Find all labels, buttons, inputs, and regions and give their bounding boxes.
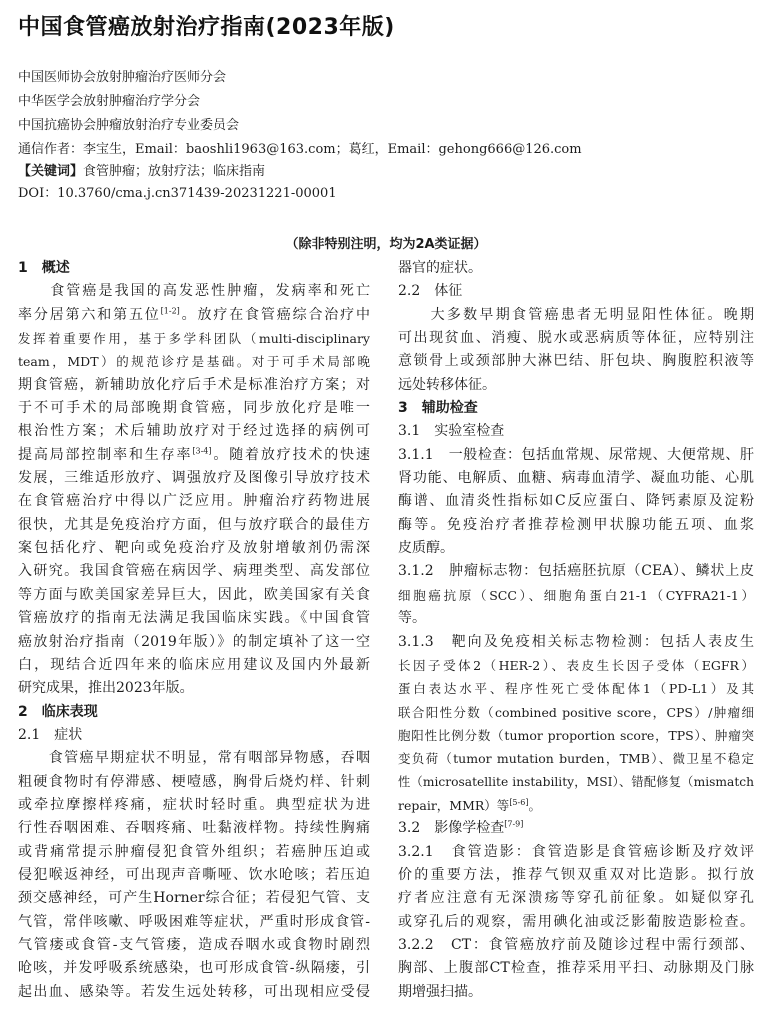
left-column xyxy=(18,257,370,1004)
section-heading: 1 概述 xyxy=(18,260,70,276)
paragraph-line: 侵犯喉返神经，可出现声音嘶哑、饮水呛咳；若压迫 xyxy=(18,866,370,883)
right-column xyxy=(398,257,754,1004)
paragraph-line xyxy=(18,304,370,327)
author-org-2: 中华医学会放射肿瘤治疗学分会 xyxy=(18,94,201,109)
paragraph-line: 等。 xyxy=(398,610,426,627)
paragraph-line xyxy=(398,794,754,817)
paragraph-line: 变负荷（tumor mutation burden，TMB）、微卫星不稳定 xyxy=(398,751,754,767)
paragraph-line: 器官的症状。 xyxy=(398,260,482,276)
paragraph-line: 发展，三维适形放疗、调强放疗及图像引导放疗技术 xyxy=(18,470,370,487)
paragraph-line: 食管癌是我国的高发恶性肿瘤，发病率和死亡 xyxy=(18,283,370,300)
paragraph-line: 或穿孔后的观察，需用碘化油或泛影葡胺造影检查。 xyxy=(398,913,754,930)
paragraph-line: 管癌放疗的指南无法满足我国临床实践。《中国食管 xyxy=(18,610,370,627)
paragraph-line: 意锁骨上或颈部肿大淋巴结、肝包块、胸腹腔积液等 xyxy=(398,353,754,370)
paragraph-line: 疗者应注意有无深溃疡等穿孔前征象。如疑似穿孔 xyxy=(398,890,754,907)
paragraph-line: 根治性方案；术后辅助放疗对于经过选择的病例可 xyxy=(18,423,370,440)
subsection-heading: 2.1 症状 xyxy=(18,726,83,743)
paragraph-line: 癌放射治疗指南（2019年版）》的制定填补了这一空 xyxy=(18,633,370,650)
paragraph-line: 或牵拉摩擦样疼痛，症状时轻时重。典型症状为进 xyxy=(18,796,370,813)
paragraph-line: 发挥着重要作用，基于多学科团队（multi-disciplinary xyxy=(18,331,370,347)
citation: [1-2] xyxy=(160,306,180,316)
text-run: repair，MMR）等 xyxy=(398,797,510,813)
text-run: 。随着放疗技术的快速 xyxy=(211,446,371,463)
text-run: 率分居第六和第五位 xyxy=(18,306,161,323)
subsection-heading xyxy=(398,817,754,840)
paragraph-line: 案包括化疗、靶向或免疫治疗及放射增敏剂仍需深 xyxy=(18,540,370,557)
text-run: 。放疗在食管癌综合治疗中 xyxy=(179,306,371,323)
paragraph-line: 研究成果，推出2023年版。 xyxy=(18,680,194,697)
citation: [7-9] xyxy=(504,819,524,829)
paragraph-line: 蛋白表达水平、程序性死亡受体配体1（PD-L1）及其 xyxy=(398,681,754,697)
paragraph-line: 气管，常伴咳嗽、呼吸困难等症状，严重时形成食管- xyxy=(18,913,370,930)
paragraph-line: 行性吞咽困难、吞咽疼痛、吐黏液样物。持续性胸痛 xyxy=(18,820,370,837)
paragraph-line: 呛咳，并发呼吸系统感染，也可形成食管-纵隔瘘，引 xyxy=(18,960,370,977)
paragraph-line: 气管瘘或食管-支气管瘘，造成吞咽水或食物时剧烈 xyxy=(18,936,370,953)
evidence-note: （除非特别注明，均为2A类证据） xyxy=(285,237,487,252)
paragraph-line: 期增强扫描。 xyxy=(398,983,482,1000)
paragraph-line: 3.1.2 肿瘤标志物：包括癌胚抗原（CEA）、鳞状上皮 xyxy=(398,563,754,580)
paragraph-line: 胸部、上腹部CT检查，推荐采用平扫、动脉期及门脉 xyxy=(398,960,754,977)
paragraph-line: 3.2.2 CT：食管癌放疗前及随诊过程中需行颈部、 xyxy=(398,936,754,953)
section-heading: 3 辅助检查 xyxy=(398,400,478,417)
paragraph-line: team，MDT）的规范诊疗是基础。对于可手术局部晚 xyxy=(18,354,370,370)
paragraph-line: 起出血、感染等。若发生远处转移，可出现相应受侵 xyxy=(18,983,370,1000)
keywords-text: 食管肿瘤；放射疗法；临床指南 xyxy=(83,164,266,179)
paragraph-line: 可出现贫血、消瘦、脱水或恶病质等体征，应特别注 xyxy=(398,330,754,347)
paragraph-line: 肾功能、电解质、血糖、病毒血清学、凝血功能、心肌 xyxy=(398,470,754,487)
paragraph-line: 或背痛常提示肿瘤侵犯食管外组织；若癌肿压迫或 xyxy=(18,843,370,860)
paragraph-line: 大多数早期食管癌患者无明显阳性体征。晚期 xyxy=(398,306,754,323)
subsection-heading: 3.1 实验室检查 xyxy=(398,423,505,440)
paragraph-line: 胞阳性比例分数（tumor proportion score，TPS）、肿瘤突 xyxy=(398,727,754,743)
author-org-1: 中国医师协会放射肿瘤治疗医师分会 xyxy=(18,70,227,85)
correspondence: 通信作者：李宝生，Email：baoshli1963@163.com；葛红，Email：gehong666@126.com xyxy=(18,142,582,157)
subsection-heading: 2.2 体征 xyxy=(398,283,463,300)
paragraph-line: 皮质醇。 xyxy=(398,540,454,557)
text-run: 。 xyxy=(528,797,541,813)
paragraph-line: 等方面与欧美国家差异巨大，因此，欧美国家有关食 xyxy=(18,586,370,603)
paragraph-line: 白，现结合近四年来的临床应用建议及国内外最新 xyxy=(18,656,370,673)
paragraph-line: 3.1.3 靶向及免疫相关标志物检测：包括人表皮生 xyxy=(398,633,754,650)
citation: [3-4] xyxy=(192,446,212,456)
keywords-label: 【关键词】 xyxy=(18,164,84,179)
paragraph-line: 食管癌早期症状不明显，常有咽部异物感，吞咽 xyxy=(18,750,370,767)
author-org-3: 中国抗癌协会肿瘤放射治疗专业委员会 xyxy=(18,118,240,133)
text-run: 3.2 影像学检查 xyxy=(398,820,505,837)
paragraph-line: 性（microsatellite instability，MSI）、错配修复（mismatch xyxy=(398,774,754,789)
paragraph-line xyxy=(18,444,370,467)
paragraph-line: 酶等。免疫治疗者推荐检测甲状腺功能五项、血浆 xyxy=(398,516,754,533)
paragraph-line: 价的重要方法，推荐气钡双重双对比造影。拟行放 xyxy=(398,866,754,883)
paragraph-line: 长因子受体2（HER-2）、表皮生长因子受体（EGFR） xyxy=(398,657,754,673)
paragraph-line: 联合阳性分数（combined positive score，CPS）/肿瘤细 xyxy=(398,704,754,720)
paragraph-line: 入研究。我国食管癌在病因学、病理类型、高发部位 xyxy=(18,563,370,580)
doi: DOI：10.3760/cma.j.cn371439-20231221-00001 xyxy=(18,186,337,201)
paragraph-line: 颈交感神经，可产生Horner综合征；若侵犯气管、支 xyxy=(18,890,370,907)
page-title: 中国食管癌放射治疗指南(2023年版) xyxy=(18,15,395,40)
paragraph-line: 细胞癌抗原（SCC）、细胞角蛋白21-1（CYFRA21-1） xyxy=(398,587,754,603)
keywords xyxy=(18,164,265,180)
paragraph-line: 远处转移体征。 xyxy=(398,376,496,393)
citation: [5-6] xyxy=(509,797,529,807)
paragraph-line: 在食管癌治疗中得以广泛应用。肿瘤治疗药物进展 xyxy=(18,493,370,510)
text-run: 提高局部控制率和生存率 xyxy=(18,446,193,463)
paragraph-line: 3.1.1 一般检查：包括血常规、尿常规、大便常规、肝 xyxy=(398,446,754,463)
section-heading: 2 临床表现 xyxy=(18,703,98,720)
paragraph-line: 粗硬食物时有停滞感、梗噎感，胸骨后烧灼样、针刺 xyxy=(18,773,370,790)
paragraph-line: 酶谱、血清炎性指标如C反应蛋白、降钙素原及淀粉 xyxy=(398,493,754,510)
paragraph-line: 期食管癌，新辅助放化疗后手术是标准治疗方案；对 xyxy=(18,376,370,393)
paragraph-line: 于不可手术的局部晚期食管癌，同步放化疗是唯一 xyxy=(18,400,370,417)
paragraph-line: 很快，尤其是免疫治疗方面，但与放疗联合的最佳方 xyxy=(18,516,370,533)
paragraph-line: 3.2.1 食管造影：食管造影是食管癌诊断及疗效评 xyxy=(398,843,754,860)
